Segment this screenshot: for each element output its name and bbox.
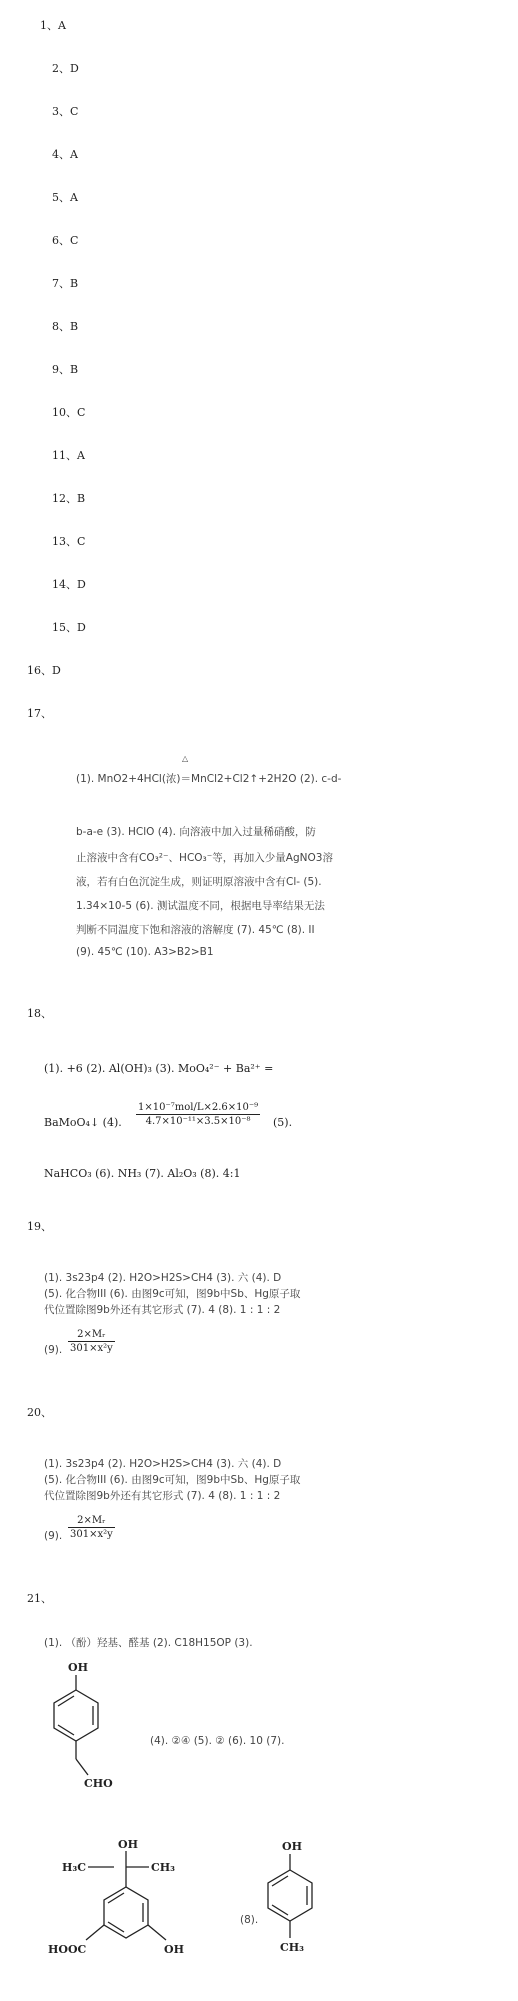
q19-fraction-denominator: 301×x²y bbox=[70, 1343, 113, 1354]
q19-fraction-numerator: 2×Mᵣ bbox=[68, 1329, 115, 1342]
q21-middle-line: (4). ②④ (5). ② (6). 10 (7). bbox=[150, 1735, 285, 1747]
question-20-label: 20、 bbox=[27, 1406, 52, 1419]
q20-line-3: 代位置除图9b外还有其它形式 (7). 4 (8). 1 : 1 : 2 bbox=[44, 1490, 281, 1502]
q21-part-8: (8). bbox=[240, 1914, 259, 1926]
structure-2-oh-top-label: OH bbox=[118, 1838, 138, 1851]
q17-line-3: 止溶液中含有CO₃²⁻、HCO₃⁻等，再加入少量AgNO3溶 bbox=[76, 852, 333, 864]
answer-12: 12、B bbox=[52, 492, 86, 505]
structure-2-ch3-label: CH₃ bbox=[151, 1861, 175, 1874]
q20-line-1: (1). 3s23p4 (2). H2O>H2S>CH4 (3). 六 (4). D bbox=[44, 1458, 282, 1470]
q18-line-3: NaHCO₃ (6). NH₃ (7). Al₂O₃ (8). 4:1 bbox=[44, 1167, 241, 1180]
q17-line-7: (9). 45℃ (10). A3>B2>B1 bbox=[76, 946, 214, 958]
structure-p-cresol bbox=[262, 1838, 322, 1968]
q17-line-2: b-a-e (3). HClO (4). 向溶液中加入过量稀硝酸，防 bbox=[76, 826, 316, 838]
answer-16: 16、D bbox=[27, 664, 61, 677]
q19-fraction bbox=[68, 1329, 115, 1354]
q17-line-1: (1). MnO2+4HCl(浓)＝MnCl2+Cl2↑+2H2O (2). c-d- bbox=[76, 773, 342, 785]
structure-2-hooc-label: HOOC bbox=[48, 1943, 87, 1956]
answer-8: 8、B bbox=[52, 320, 79, 333]
q19-line-1: (1). 3s23p4 (2). H2O>H2S>CH4 (3). 六 (4). D bbox=[44, 1272, 282, 1284]
q19-line-2: (5). 化合物III (6). 由图9c可知，图9b中Sb、Hg原子取 bbox=[44, 1288, 301, 1300]
question-18-label: 18、 bbox=[27, 1007, 52, 1020]
q18-fraction bbox=[136, 1102, 260, 1127]
answer-3: 3、C bbox=[52, 105, 79, 118]
q20-fraction-numerator: 2×Mᵣ bbox=[68, 1515, 115, 1528]
question-19-label: 19、 bbox=[27, 1220, 52, 1233]
structure-hydroxy-benzoic-acid bbox=[46, 1835, 196, 1975]
answer-11: 11、A bbox=[52, 449, 85, 462]
answer-13: 13、C bbox=[52, 535, 86, 548]
q20-part-9: (9). bbox=[44, 1530, 63, 1542]
q19-line-3: 代位置除图9b外还有其它形式 (7). 4 (8). 1 : 1 : 2 bbox=[44, 1304, 281, 1316]
question-17-label: 17、 bbox=[27, 707, 52, 720]
q17-line-4: 液，若有白色沉淀生成，则证明原溶液中含有Cl- (5). bbox=[76, 876, 322, 888]
structure-3-ch3-label: CH₃ bbox=[280, 1941, 304, 1954]
q18-fraction-denominator: 4.7×10⁻¹¹×3.5×10⁻⁸ bbox=[145, 1116, 251, 1127]
q18-line-1: (1). +6 (2). Al(OH)₃ (3). MoO₄²⁻ + Ba²⁺ = bbox=[44, 1062, 274, 1075]
q18-fraction-numerator: 1×10⁻⁷mol/L×2.6×10⁻⁹ bbox=[138, 1102, 259, 1113]
answer-1: 1、A bbox=[40, 19, 66, 32]
q18-line-2b: (5). bbox=[273, 1116, 293, 1129]
answer-6: 6、C bbox=[52, 234, 79, 247]
answer-5: 5、A bbox=[52, 191, 78, 204]
q18-line-2a: BaMoO₄↓ (4). bbox=[44, 1116, 122, 1129]
heating-symbol: △ bbox=[182, 754, 189, 763]
question-21-label: 21、 bbox=[27, 1592, 52, 1605]
answer-15: 15、D bbox=[52, 621, 86, 634]
q19-part-9: (9). bbox=[44, 1344, 63, 1356]
structure-1-cho-label: CHO bbox=[84, 1777, 113, 1790]
q17-line-6: 判断不同温度下饱和溶液的溶解度 (7). 45℃ (8). II bbox=[76, 924, 315, 936]
answer-10: 10、C bbox=[52, 406, 86, 419]
answer-7: 7、B bbox=[52, 277, 79, 290]
q21-line-1: (1). （酚）羟基、醛基 (2). C18H15OP (3). bbox=[44, 1637, 253, 1649]
structure-1-oh-label: OH bbox=[68, 1661, 88, 1674]
q20-fraction-denominator: 301×x²y bbox=[70, 1529, 113, 1540]
q17-line-5: 1.34×10-5 (6). 测试温度不同，根据电导率结果无法 bbox=[76, 900, 325, 912]
answer-2: 2、D bbox=[52, 62, 79, 75]
q20-line-2: (5). 化合物III (6). 由图9c可知，图9b中Sb、Hg原子取 bbox=[44, 1474, 301, 1486]
structure-hydroxyphenylacetaldehyde bbox=[36, 1655, 146, 1795]
structure-3-oh-label: OH bbox=[282, 1840, 302, 1853]
q20-fraction bbox=[68, 1515, 115, 1540]
answer-14: 14、D bbox=[52, 578, 86, 591]
structure-2-oh-bottom-label: OH bbox=[164, 1943, 184, 1956]
answer-4: 4、A bbox=[52, 148, 78, 161]
structure-2-h3c-label: H₃C bbox=[62, 1861, 86, 1874]
answer-9: 9、B bbox=[52, 363, 79, 376]
